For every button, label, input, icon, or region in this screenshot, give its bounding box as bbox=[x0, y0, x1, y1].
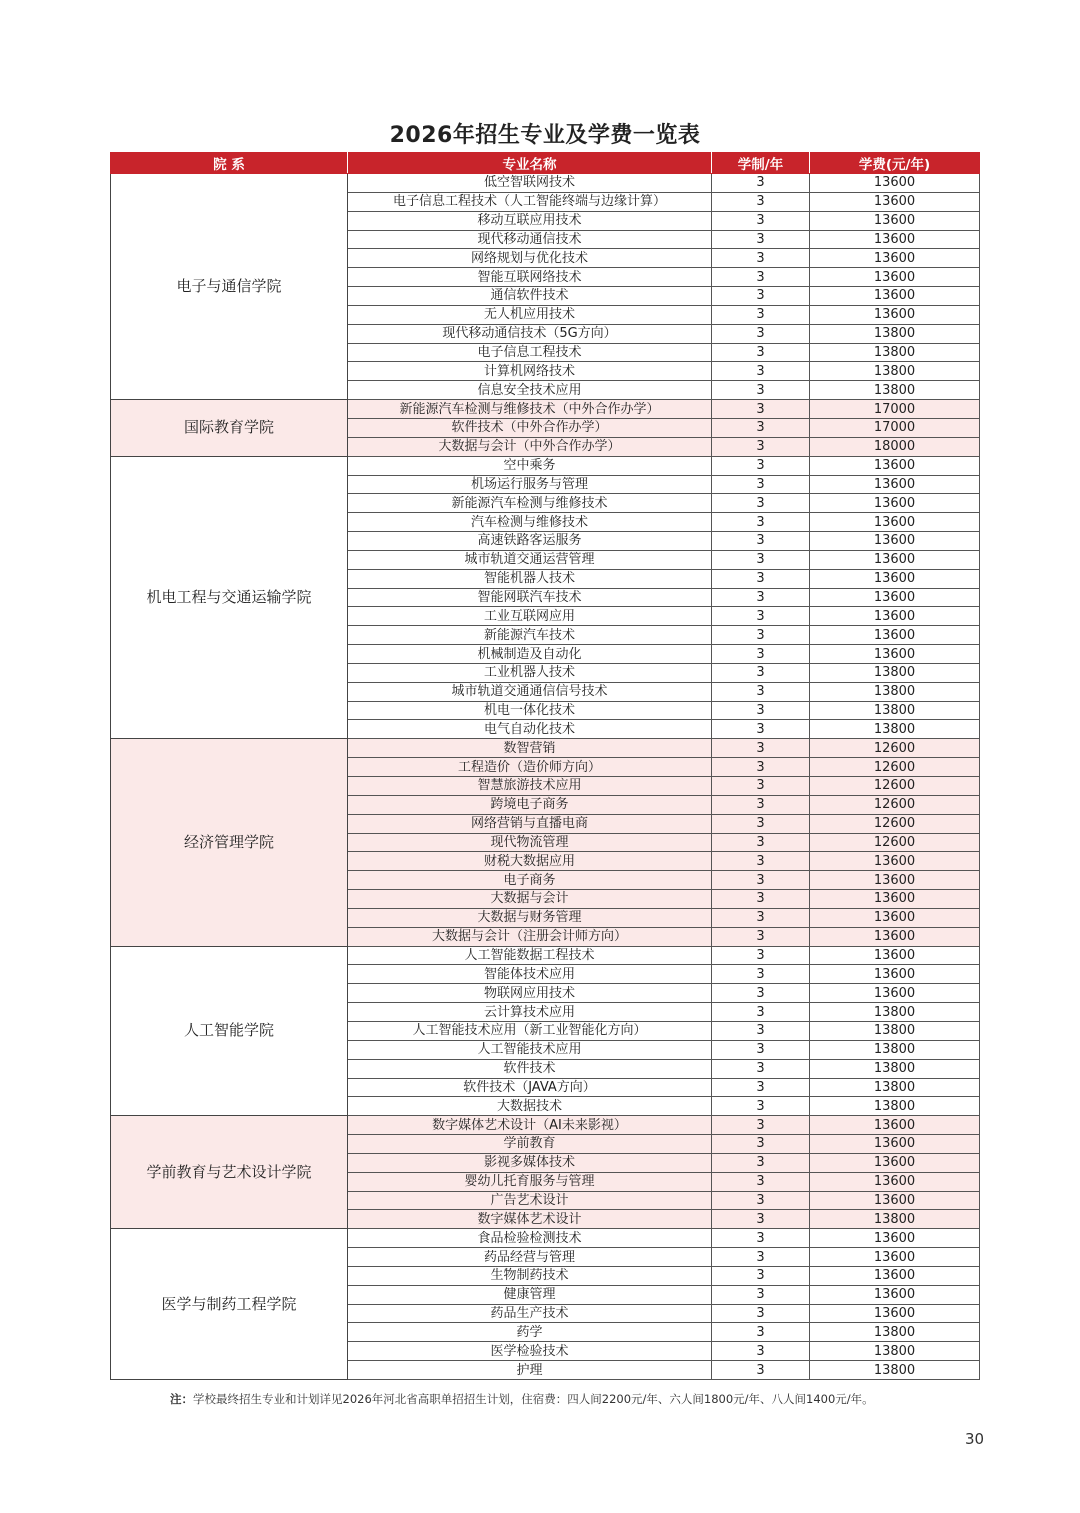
fee-cell: 13600 bbox=[810, 211, 980, 230]
major-cell: 智能体技术应用 bbox=[348, 965, 712, 984]
years-cell: 3 bbox=[712, 192, 810, 211]
years-cell: 3 bbox=[712, 607, 810, 626]
major-cell: 学前教育 bbox=[348, 1135, 712, 1154]
major-cell: 工业机器人技术 bbox=[348, 663, 712, 682]
dept-cell: 医学与制药工程学院 bbox=[111, 1229, 348, 1380]
years-cell: 3 bbox=[712, 569, 810, 588]
table-row bbox=[111, 400, 980, 419]
years-cell: 3 bbox=[712, 588, 810, 607]
major-cell: 智能机器人技术 bbox=[348, 569, 712, 588]
years-cell: 3 bbox=[712, 1210, 810, 1229]
fee-cell: 12600 bbox=[810, 795, 980, 814]
fee-cell: 13800 bbox=[810, 1003, 980, 1022]
major-cell: 药品经营与管理 bbox=[348, 1248, 712, 1267]
major-cell: 人工智能技术应用（新工业智能化方向） bbox=[348, 1021, 712, 1040]
fee-cell: 13600 bbox=[810, 1191, 980, 1210]
years-cell: 3 bbox=[712, 249, 810, 268]
header-major: 专业名称 bbox=[348, 153, 712, 174]
years-cell: 3 bbox=[712, 795, 810, 814]
years-cell: 3 bbox=[712, 343, 810, 362]
table-body bbox=[111, 174, 980, 1380]
major-cell: 网络规划与优化技术 bbox=[348, 249, 712, 268]
fee-cell: 12600 bbox=[810, 814, 980, 833]
major-cell: 工程造价（造价师方向） bbox=[348, 758, 712, 777]
years-cell: 3 bbox=[712, 1040, 810, 1059]
major-cell: 大数据技术 bbox=[348, 1097, 712, 1116]
years-cell: 3 bbox=[712, 852, 810, 871]
years-cell: 3 bbox=[712, 908, 810, 927]
years-cell: 3 bbox=[712, 1135, 810, 1154]
years-cell: 3 bbox=[712, 381, 810, 400]
fee-cell: 13600 bbox=[810, 946, 980, 965]
fee-cell: 13600 bbox=[810, 927, 980, 946]
fee-cell: 13600 bbox=[810, 1116, 980, 1135]
table-header-row bbox=[111, 153, 980, 174]
fee-cell: 13600 bbox=[810, 984, 980, 1003]
fee-cell: 13800 bbox=[810, 1059, 980, 1078]
years-cell: 3 bbox=[712, 456, 810, 475]
fee-cell: 13600 bbox=[810, 1135, 980, 1154]
major-cell: 新能源汽车检测与维修技术（中外合作办学） bbox=[348, 400, 712, 419]
fee-cell: 13600 bbox=[810, 871, 980, 890]
fee-cell: 13800 bbox=[810, 720, 980, 739]
major-cell: 数智营销 bbox=[348, 739, 712, 758]
table-row bbox=[111, 946, 980, 965]
major-cell: 现代移动通信技术（5G方向） bbox=[348, 324, 712, 343]
fee-cell: 13800 bbox=[810, 1342, 980, 1361]
years-cell: 3 bbox=[712, 701, 810, 720]
major-cell: 软件技术（JAVA方向） bbox=[348, 1078, 712, 1097]
major-cell: 广告艺术设计 bbox=[348, 1191, 712, 1210]
fee-cell: 13600 bbox=[810, 550, 980, 569]
years-cell: 3 bbox=[712, 211, 810, 230]
fee-cell: 13800 bbox=[810, 381, 980, 400]
years-cell: 3 bbox=[712, 324, 810, 343]
fee-cell: 13800 bbox=[810, 1361, 980, 1380]
fee-cell: 13600 bbox=[810, 852, 980, 871]
fee-cell: 13600 bbox=[810, 305, 980, 324]
years-cell: 3 bbox=[712, 1361, 810, 1380]
fee-cell: 13600 bbox=[810, 1285, 980, 1304]
fee-cell: 13600 bbox=[810, 1266, 980, 1285]
years-cell: 3 bbox=[712, 946, 810, 965]
years-cell: 3 bbox=[712, 494, 810, 513]
fee-cell: 13600 bbox=[810, 494, 980, 513]
fee-cell: 13800 bbox=[810, 324, 980, 343]
table-row bbox=[111, 739, 980, 758]
fee-cell: 13800 bbox=[810, 362, 980, 381]
header-years: 学制/年 bbox=[712, 153, 810, 174]
fee-cell: 13600 bbox=[810, 174, 980, 193]
page-title: 2026年招生专业及学费一览表 bbox=[389, 123, 701, 148]
fee-cell: 12600 bbox=[810, 758, 980, 777]
header-dept: 院 系 bbox=[111, 153, 348, 174]
major-cell: 工业互联网应用 bbox=[348, 607, 712, 626]
dept-cell: 人工智能学院 bbox=[111, 946, 348, 1116]
fee-cell: 13600 bbox=[810, 890, 980, 909]
fee-cell: 13600 bbox=[810, 268, 980, 287]
major-cell: 大数据与会计（注册会计师方向） bbox=[348, 927, 712, 946]
major-cell: 大数据与会计（中外合作办学） bbox=[348, 437, 712, 456]
years-cell: 3 bbox=[712, 437, 810, 456]
fee-cell: 13600 bbox=[810, 1304, 980, 1323]
fee-cell: 13600 bbox=[810, 513, 980, 532]
fee-cell: 17000 bbox=[810, 400, 980, 419]
major-cell: 医学检验技术 bbox=[348, 1342, 712, 1361]
fee-cell: 13600 bbox=[810, 626, 980, 645]
major-cell: 城市轨道交通通信信号技术 bbox=[348, 682, 712, 701]
major-cell: 通信软件技术 bbox=[348, 287, 712, 306]
major-cell: 智能网联汽车技术 bbox=[348, 588, 712, 607]
major-cell: 信息安全技术应用 bbox=[348, 381, 712, 400]
major-cell: 电子商务 bbox=[348, 871, 712, 890]
fee-cell: 13600 bbox=[810, 607, 980, 626]
table-row bbox=[111, 174, 980, 193]
years-cell: 3 bbox=[712, 230, 810, 249]
major-cell: 电子信息工程技术 bbox=[348, 343, 712, 362]
major-cell: 软件技术 bbox=[348, 1059, 712, 1078]
fee-cell: 13800 bbox=[810, 701, 980, 720]
fee-cell: 13800 bbox=[810, 1021, 980, 1040]
fee-cell: 13600 bbox=[810, 230, 980, 249]
table-row bbox=[111, 1229, 980, 1248]
years-cell: 3 bbox=[712, 1172, 810, 1191]
years-cell: 3 bbox=[712, 1078, 810, 1097]
years-cell: 3 bbox=[712, 1097, 810, 1116]
dept-cell: 机电工程与交通运输学院 bbox=[111, 456, 348, 739]
years-cell: 3 bbox=[712, 720, 810, 739]
fee-cell: 12600 bbox=[810, 777, 980, 796]
years-cell: 3 bbox=[712, 1191, 810, 1210]
major-cell: 城市轨道交通运营管理 bbox=[348, 550, 712, 569]
page-number: 30 bbox=[965, 1430, 985, 1448]
fee-cell: 13600 bbox=[810, 908, 980, 927]
years-cell: 3 bbox=[712, 513, 810, 532]
table-row bbox=[111, 456, 980, 475]
footnote-text: 学校最终招生专业和计划详见2026年河北省高职单招招生计划，住宿费：四人间2200元/年、六人间1800元/年、八人间1400元/年。 bbox=[193, 1392, 874, 1406]
years-cell: 3 bbox=[712, 833, 810, 852]
fee-cell: 13600 bbox=[810, 192, 980, 211]
years-cell: 3 bbox=[712, 1153, 810, 1172]
major-cell: 影视多媒体技术 bbox=[348, 1153, 712, 1172]
years-cell: 3 bbox=[712, 890, 810, 909]
fee-cell: 13600 bbox=[810, 532, 980, 551]
years-cell: 3 bbox=[712, 1285, 810, 1304]
major-cell: 财税大数据应用 bbox=[348, 852, 712, 871]
years-cell: 3 bbox=[712, 287, 810, 306]
years-cell: 3 bbox=[712, 362, 810, 381]
years-cell: 3 bbox=[712, 1021, 810, 1040]
years-cell: 3 bbox=[712, 1229, 810, 1248]
fee-cell: 13600 bbox=[810, 1248, 980, 1267]
years-cell: 3 bbox=[712, 626, 810, 645]
major-cell: 数字媒体艺术设计（AI未来影视） bbox=[348, 1116, 712, 1135]
years-cell: 3 bbox=[712, 1059, 810, 1078]
fee-cell: 13600 bbox=[810, 249, 980, 268]
major-cell: 现代物流管理 bbox=[348, 833, 712, 852]
footnote-label: 注： bbox=[170, 1392, 193, 1406]
dept-cell: 国际教育学院 bbox=[111, 400, 348, 457]
years-cell: 3 bbox=[712, 418, 810, 437]
years-cell: 3 bbox=[712, 532, 810, 551]
years-cell: 3 bbox=[712, 1304, 810, 1323]
major-cell: 人工智能数据工程技术 bbox=[348, 946, 712, 965]
fee-cell: 13600 bbox=[810, 965, 980, 984]
major-cell: 智慧旅游技术应用 bbox=[348, 777, 712, 796]
fee-cell: 13800 bbox=[810, 1078, 980, 1097]
major-cell: 现代移动通信技术 bbox=[348, 230, 712, 249]
years-cell: 3 bbox=[712, 268, 810, 287]
major-cell: 电子信息工程技术（人工智能终端与边缘计算） bbox=[348, 192, 712, 211]
fee-cell: 13600 bbox=[810, 588, 980, 607]
major-cell: 智能互联网络技术 bbox=[348, 268, 712, 287]
major-cell: 云计算技术应用 bbox=[348, 1003, 712, 1022]
years-cell: 3 bbox=[712, 475, 810, 494]
major-cell: 无人机应用技术 bbox=[348, 305, 712, 324]
years-cell: 3 bbox=[712, 965, 810, 984]
fee-cell: 13600 bbox=[810, 1172, 980, 1191]
major-cell: 婴幼儿托育服务与管理 bbox=[348, 1172, 712, 1191]
fee-cell: 18000 bbox=[810, 437, 980, 456]
major-cell: 物联网应用技术 bbox=[348, 984, 712, 1003]
fee-cell: 13800 bbox=[810, 1210, 980, 1229]
fee-cell: 13800 bbox=[810, 1097, 980, 1116]
years-cell: 3 bbox=[712, 645, 810, 664]
header-fee: 学费(元/年) bbox=[810, 153, 980, 174]
years-cell: 3 bbox=[712, 400, 810, 419]
major-cell: 药学 bbox=[348, 1323, 712, 1342]
major-cell: 网络营销与直播电商 bbox=[348, 814, 712, 833]
major-cell: 低空智联网技术 bbox=[348, 174, 712, 193]
major-cell: 高速铁路客运服务 bbox=[348, 532, 712, 551]
major-cell: 药品生产技术 bbox=[348, 1304, 712, 1323]
years-cell: 3 bbox=[712, 739, 810, 758]
footnote bbox=[170, 1391, 874, 1407]
fee-cell: 17000 bbox=[810, 418, 980, 437]
major-cell: 大数据与财务管理 bbox=[348, 908, 712, 927]
tuition-table bbox=[110, 152, 980, 1380]
years-cell: 3 bbox=[712, 305, 810, 324]
dept-cell: 电子与通信学院 bbox=[111, 174, 348, 400]
years-cell: 3 bbox=[712, 682, 810, 701]
years-cell: 3 bbox=[712, 550, 810, 569]
major-cell: 人工智能技术应用 bbox=[348, 1040, 712, 1059]
major-cell: 汽车检测与维修技术 bbox=[348, 513, 712, 532]
years-cell: 3 bbox=[712, 1342, 810, 1361]
major-cell: 护理 bbox=[348, 1361, 712, 1380]
years-cell: 3 bbox=[712, 814, 810, 833]
years-cell: 3 bbox=[712, 174, 810, 193]
years-cell: 3 bbox=[712, 1116, 810, 1135]
major-cell: 健康管理 bbox=[348, 1285, 712, 1304]
fee-cell: 13800 bbox=[810, 682, 980, 701]
dept-cell: 学前教育与艺术设计学院 bbox=[111, 1116, 348, 1229]
fee-cell: 13800 bbox=[810, 1323, 980, 1342]
fee-cell: 13600 bbox=[810, 287, 980, 306]
fee-cell: 13600 bbox=[810, 456, 980, 475]
major-cell: 跨境电子商务 bbox=[348, 795, 712, 814]
fee-cell: 12600 bbox=[810, 739, 980, 758]
fee-cell: 13800 bbox=[810, 1040, 980, 1059]
major-cell: 新能源汽车技术 bbox=[348, 626, 712, 645]
fee-cell: 13800 bbox=[810, 343, 980, 362]
major-cell: 机械制造及自动化 bbox=[348, 645, 712, 664]
years-cell: 3 bbox=[712, 758, 810, 777]
fee-cell: 13600 bbox=[810, 1229, 980, 1248]
major-cell: 机场运行服务与管理 bbox=[348, 475, 712, 494]
years-cell: 3 bbox=[712, 1323, 810, 1342]
major-cell: 数字媒体艺术设计 bbox=[348, 1210, 712, 1229]
years-cell: 3 bbox=[712, 1266, 810, 1285]
fee-cell: 13800 bbox=[810, 663, 980, 682]
major-cell: 电气自动化技术 bbox=[348, 720, 712, 739]
major-cell: 软件技术（中外合作办学） bbox=[348, 418, 712, 437]
fee-cell: 13600 bbox=[810, 645, 980, 664]
major-cell: 空中乘务 bbox=[348, 456, 712, 475]
table-row bbox=[111, 1116, 980, 1135]
fee-cell: 13600 bbox=[810, 475, 980, 494]
years-cell: 3 bbox=[712, 871, 810, 890]
years-cell: 3 bbox=[712, 663, 810, 682]
major-cell: 新能源汽车检测与维修技术 bbox=[348, 494, 712, 513]
major-cell: 机电一体化技术 bbox=[348, 701, 712, 720]
years-cell: 3 bbox=[712, 777, 810, 796]
dept-cell: 经济管理学院 bbox=[111, 739, 348, 946]
fee-cell: 12600 bbox=[810, 833, 980, 852]
fee-cell: 13600 bbox=[810, 1153, 980, 1172]
major-cell: 移动互联应用技术 bbox=[348, 211, 712, 230]
years-cell: 3 bbox=[712, 984, 810, 1003]
fee-cell: 13600 bbox=[810, 569, 980, 588]
years-cell: 3 bbox=[712, 1003, 810, 1022]
major-cell: 计算机网络技术 bbox=[348, 362, 712, 381]
major-cell: 生物制药技术 bbox=[348, 1266, 712, 1285]
years-cell: 3 bbox=[712, 927, 810, 946]
major-cell: 大数据与会计 bbox=[348, 890, 712, 909]
major-cell: 食品检验检测技术 bbox=[348, 1229, 712, 1248]
years-cell: 3 bbox=[712, 1248, 810, 1267]
